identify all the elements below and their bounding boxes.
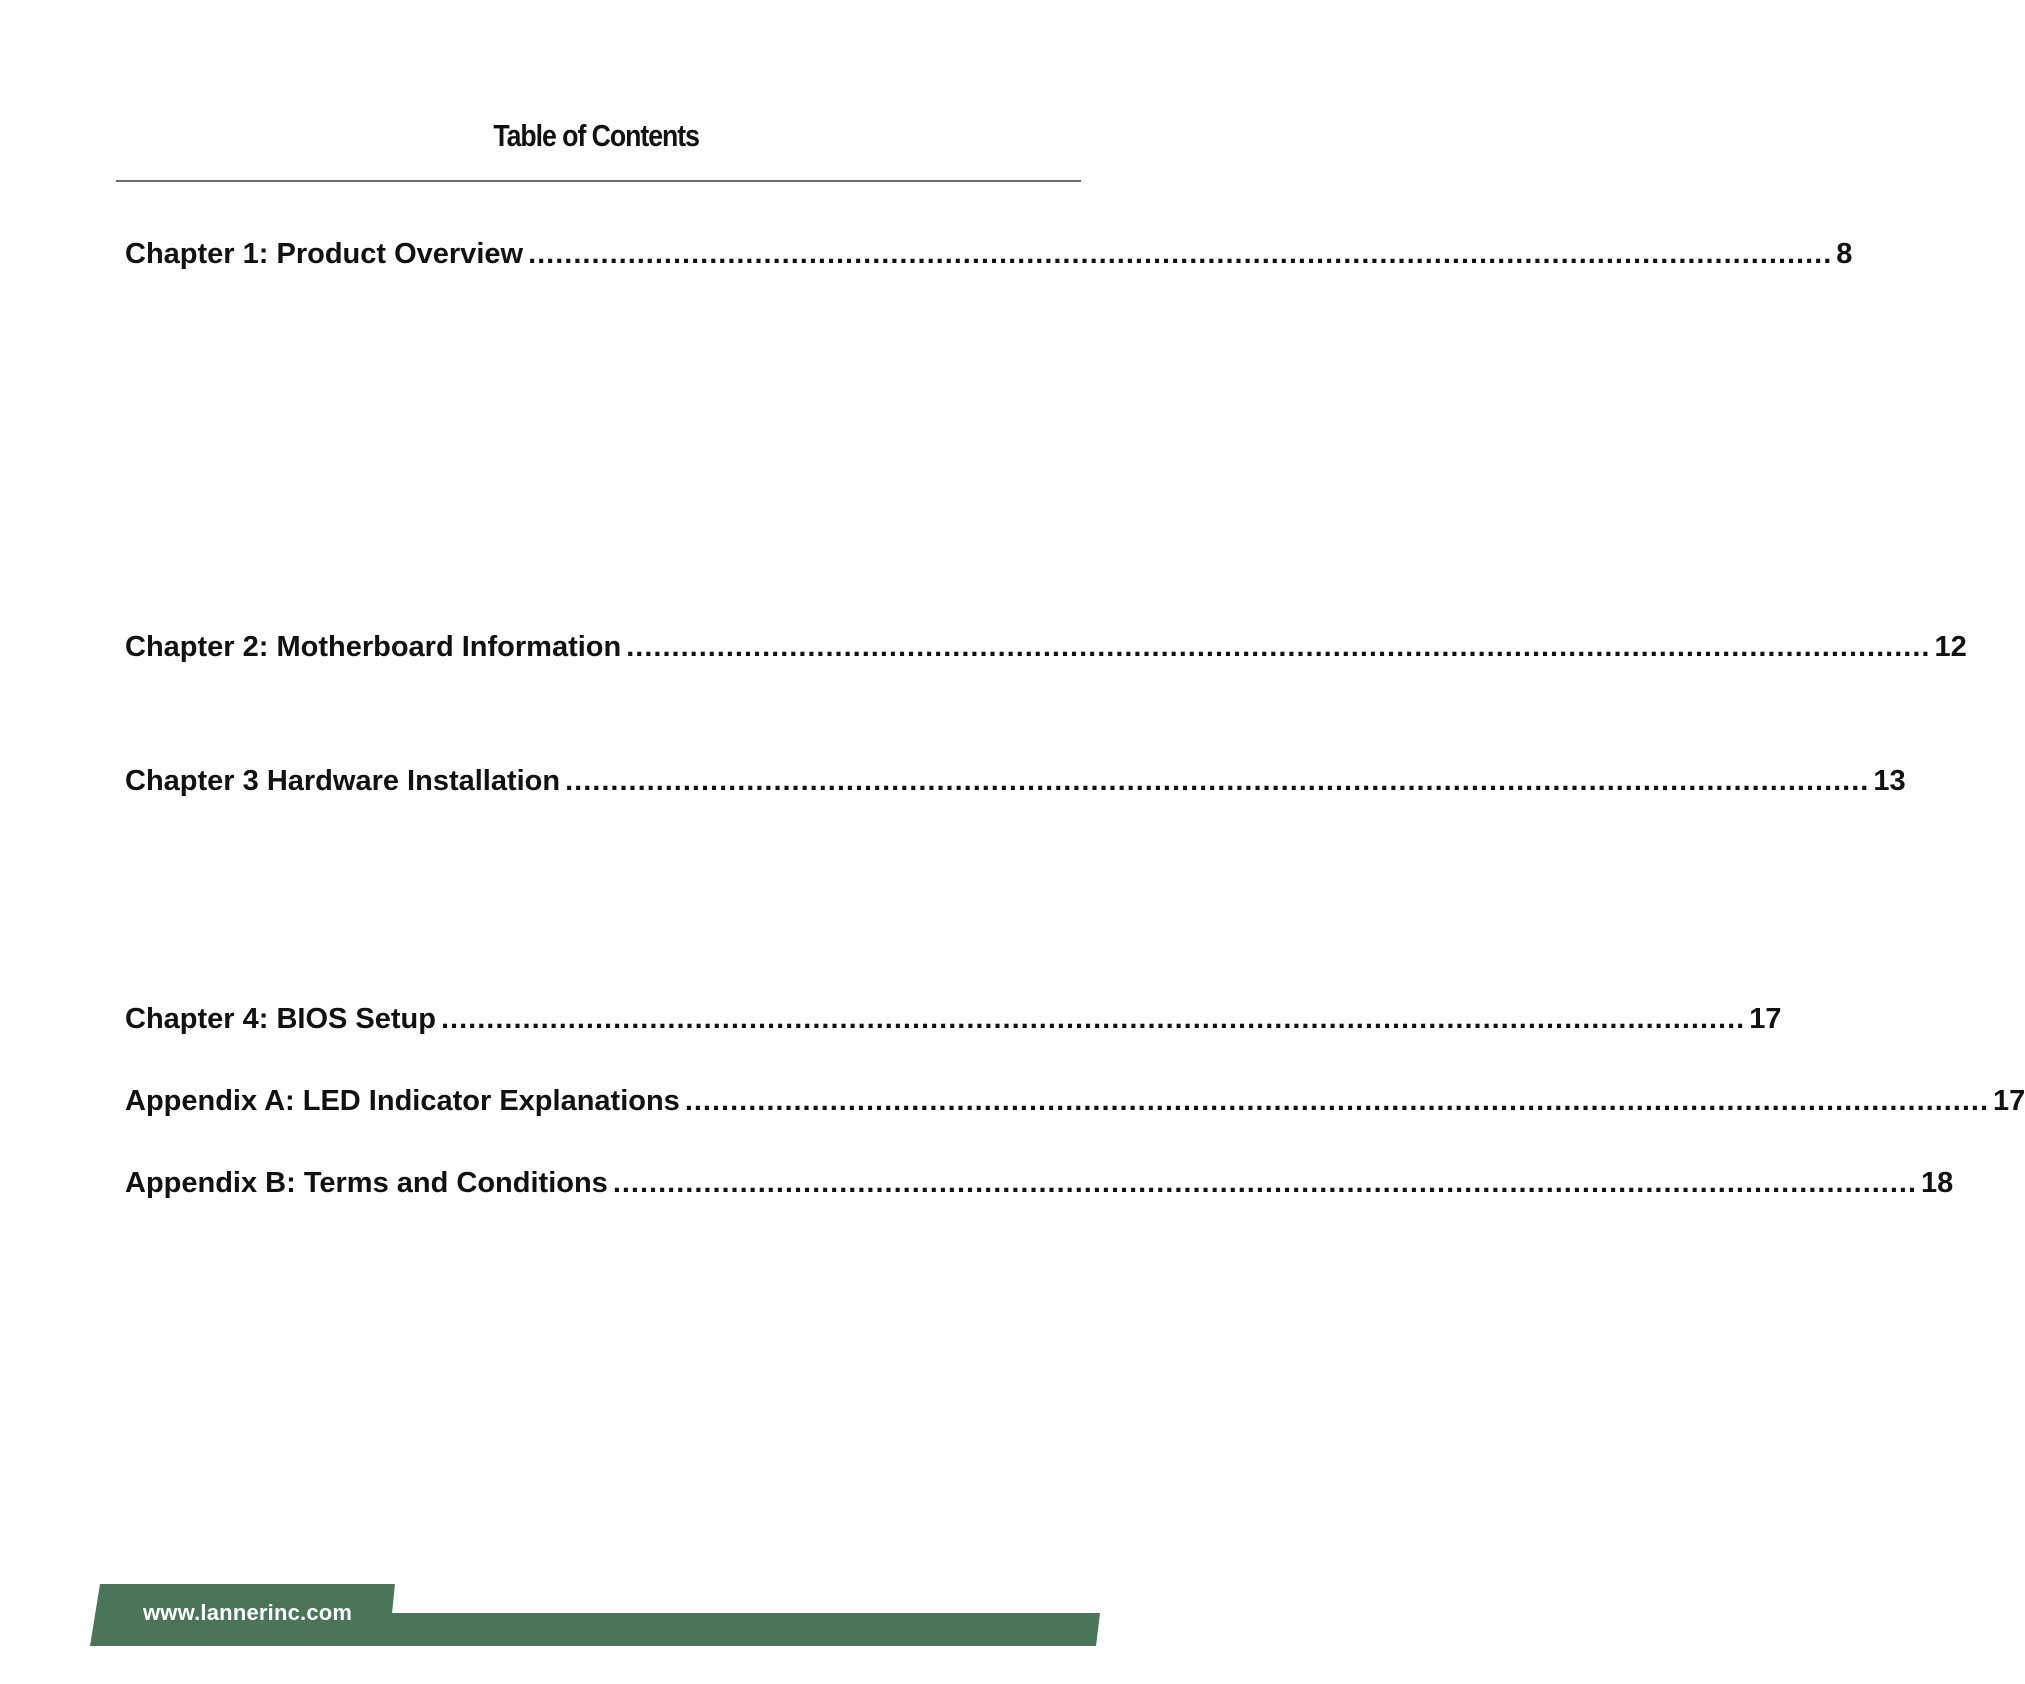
dot-leader: ................................................................................................................................................ [684,1085,1990,1117]
title-divider [116,180,1081,182]
toc-entry-page-number: 18 [1921,1167,1954,1199]
toc-entry-appendix-b[interactable] [125,1165,1954,1201]
toc-entry-label: Chapter 2: Motherboard Information [125,631,622,663]
toc-entry-chapter-3[interactable] [125,763,1906,799]
toc-entry-label: Appendix A: LED Indicator Explanations [125,1085,680,1117]
toc-entry-label: Chapter 3 Hardware Installation [125,765,561,797]
toc-entry-label: Appendix B: Terms and Conditions [125,1167,608,1199]
toc-entry-page-number: 8 [1836,238,1853,270]
toc-entry-page-number: 17 [1749,1003,1782,1035]
page-title: Table of Contents [493,118,699,153]
toc-entry-label: Chapter 1: Product Overview [125,238,524,270]
toc-entry-page-number: 13 [1873,765,1906,797]
toc-entry-chapter-4[interactable] [125,1001,1782,1037]
toc-entry-label: Chapter 4: BIOS Setup [125,1003,436,1035]
toc-entry-page-number: 12 [1934,631,1967,663]
dot-leader: ................................................................................................................................................ [528,238,1833,270]
footer-url-link[interactable]: www.lannerinc.com [143,1600,353,1625]
dot-leader: ................................................................................................................................................ [626,631,1931,663]
toc-entry-chapter-2[interactable] [125,629,1967,665]
toc-entry-appendix-a[interactable] [125,1083,2025,1119]
toc-entry-chapter-1[interactable] [125,236,1853,272]
toc-entry-page-number: 17 [1993,1085,2025,1117]
dot-leader: ................................................................................................................................................ [565,765,1870,797]
dot-leader: ................................................................................................................................................ [612,1167,1918,1199]
dot-leader: ................................................................................................................................................ [441,1003,1746,1035]
